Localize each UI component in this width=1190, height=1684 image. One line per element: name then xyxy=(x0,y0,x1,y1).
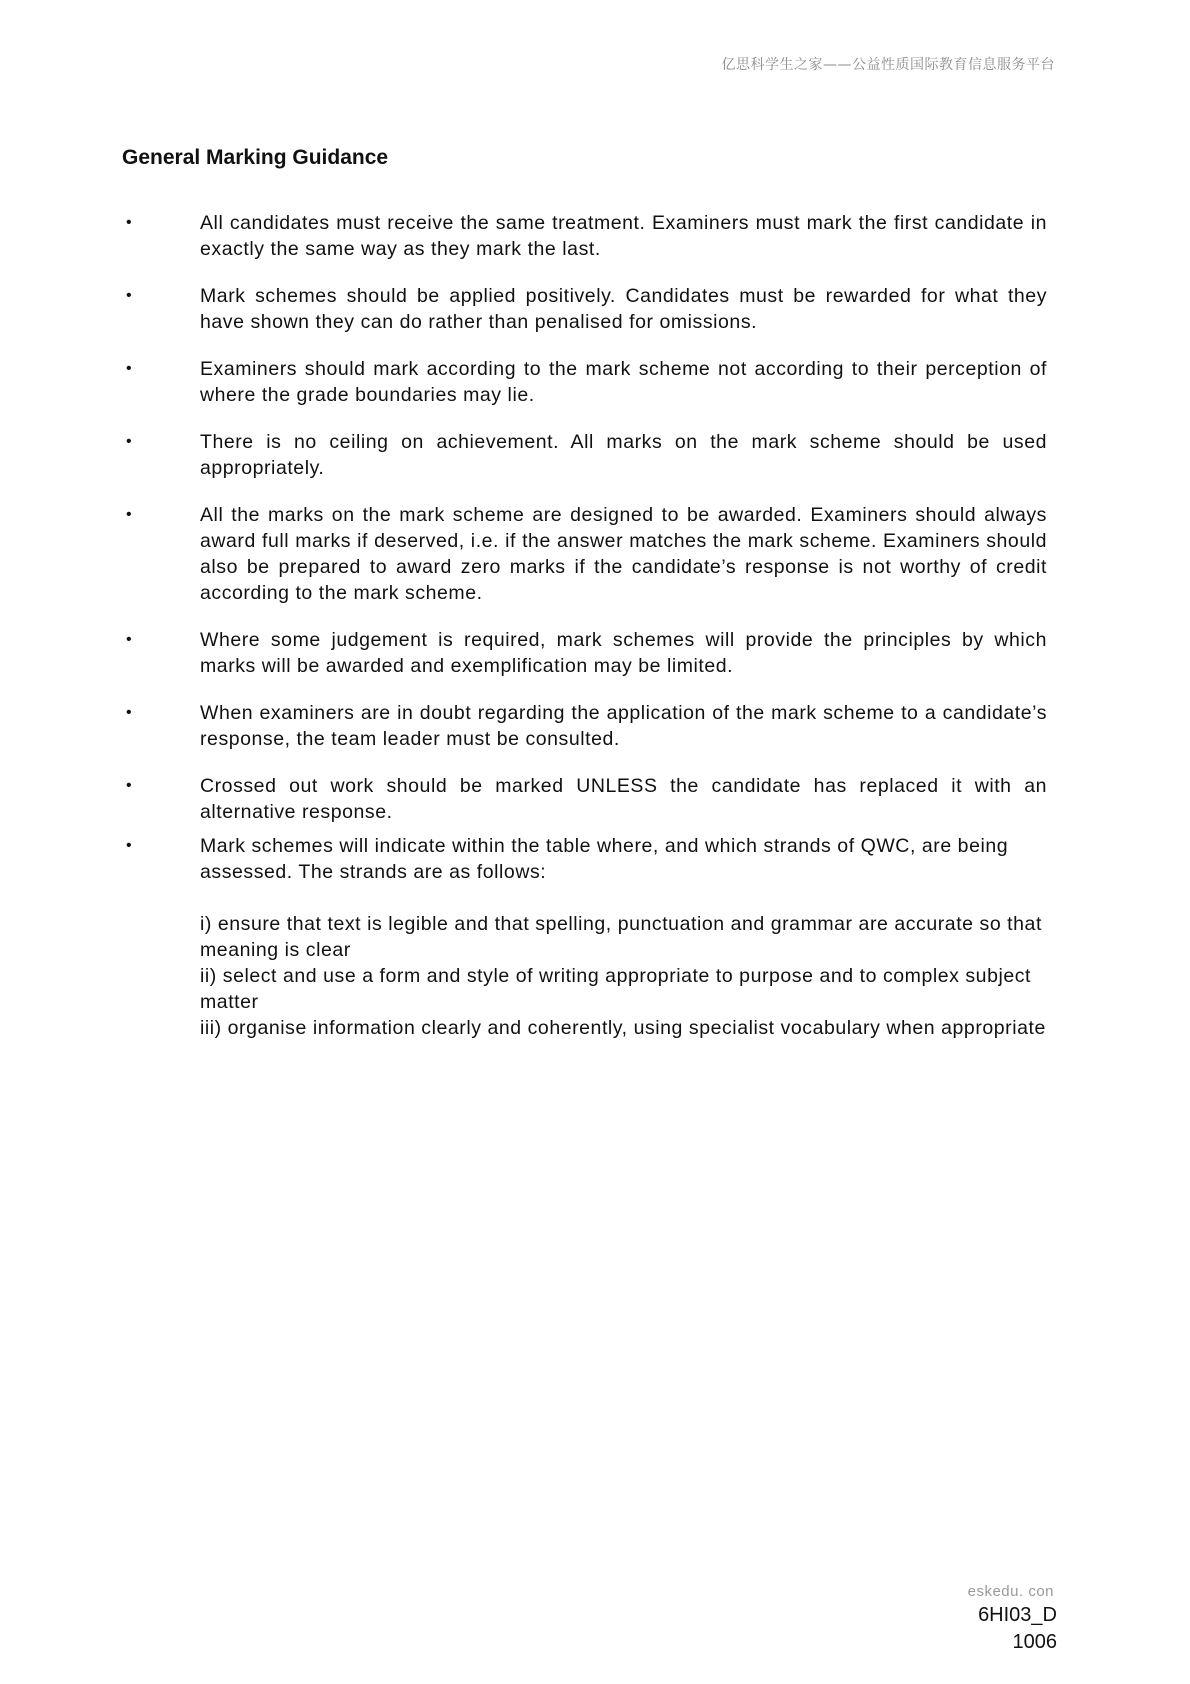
bullet-icon: • xyxy=(126,433,133,450)
guidance-text-2: Mark schemes should be applied positively. Candidates must be rewarded for what they have shown they can do rather than penalised for omissions. xyxy=(200,285,1047,333)
guidance-item-5 xyxy=(122,502,1047,606)
qwc-strand-1: i) ensure that text is legible and that spelling, punctuation and grammar are accurate so that meaning is clear xyxy=(200,913,1042,961)
bullet-icon: • xyxy=(126,214,133,231)
guidance-item-6 xyxy=(122,627,1047,679)
footer-paper-code xyxy=(978,1602,1057,1656)
paper-code: 6HI03_D xyxy=(978,1604,1057,1626)
guidance-item-8 xyxy=(122,773,1047,825)
bullet-icon: • xyxy=(126,287,133,304)
qwc-strand-2: ii) select and use a form and style of writing appropriate to purpose and to complex subject matter xyxy=(200,965,1032,1013)
header-site-note: 亿思科学生之家——公益性质国际教育信息服务平台 xyxy=(721,57,1055,73)
bullet-icon: • xyxy=(126,506,133,523)
bullet-icon: • xyxy=(126,837,133,854)
guidance-item-4 xyxy=(122,429,1047,481)
guidance-list xyxy=(122,210,1047,1041)
guidance-item-3 xyxy=(122,356,1047,408)
paper-session: 1006 xyxy=(1012,1631,1057,1653)
bullet-icon: • xyxy=(126,777,133,794)
guidance-item-1 xyxy=(122,210,1047,262)
bullet-icon: • xyxy=(126,631,133,648)
guidance-item-2 xyxy=(122,283,1047,335)
guidance-text-8: Crossed out work should be marked UNLESS the candidate has replaced it with an alternative response. xyxy=(200,775,1047,823)
guidance-text-1: All candidates must receive the same treatment. Examiners must mark the first candidate in exactly the same way as they mark the last. xyxy=(200,212,1047,260)
guidance-text-6: Where some judgement is required, mark schemes will provide the principles by which marks will be awarded and exemplification may be limited. xyxy=(200,629,1047,677)
bullet-icon: • xyxy=(126,360,133,377)
bullet-icon: • xyxy=(126,704,133,721)
guidance-item-qwc xyxy=(122,833,1047,1041)
guidance-text-5: All the marks on the mark scheme are designed to be awarded. Examiners should always award full marks if deserved, i.e. if the answer matches the mark scheme. Examiners should also be prepared to award zero marks if the candidate’s response is not worthy of credit according to the mark scheme. xyxy=(200,504,1047,604)
qwc-strands xyxy=(200,911,1047,1041)
footer-site: eskedu. con xyxy=(967,1583,1054,1600)
guidance-item-7 xyxy=(122,700,1047,752)
page-title: General Marking Guidance xyxy=(122,146,389,169)
guidance-text-7: When examiners are in doubt regarding the application of the mark scheme to a candidate’s response, the team leader must be consulted. xyxy=(200,702,1047,750)
qwc-strand-3: iii) organise information clearly and coherently, using specialist vocabulary when appropriate xyxy=(200,1017,1046,1039)
guidance-text-4: There is no ceiling on achievement. All marks on the mark scheme should be used appropriately. xyxy=(200,431,1047,479)
guidance-text-3: Examiners should mark according to the mark scheme not according to their perception of where the grade boundaries may lie. xyxy=(200,358,1047,406)
qwc-intro: Mark schemes will indicate within the table where, and which strands of QWC, are being assessed. The strands are as follows: xyxy=(200,835,1009,883)
